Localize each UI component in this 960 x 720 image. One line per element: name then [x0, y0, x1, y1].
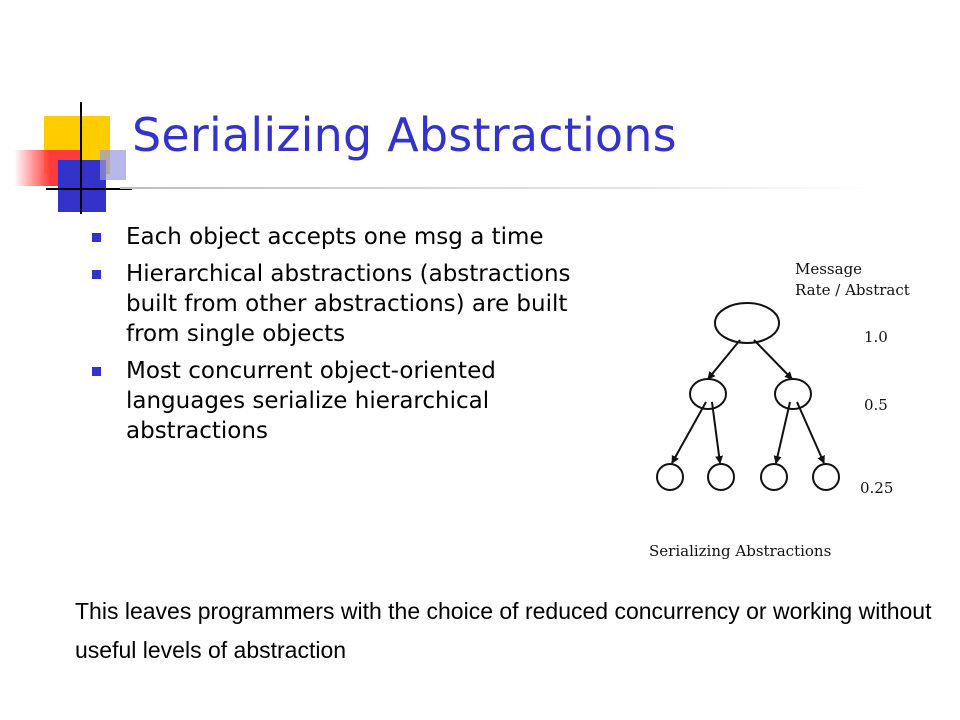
- diagram-header-rate: Rate / Abstract: [795, 281, 910, 299]
- arrow-right-to-leaf: [797, 402, 824, 463]
- slide-title: Serializing Abstractions: [132, 108, 677, 162]
- rate-label-level-3: 0.25: [860, 479, 894, 497]
- bullet-item: [88, 222, 608, 252]
- rate-label-level-1: 1.0: [864, 328, 888, 346]
- logo-blue-shadow: [100, 150, 126, 180]
- bullet-square-icon: [92, 367, 101, 376]
- bullet-item: [88, 259, 608, 349]
- bullet-text: Each object accepts one msg a time: [126, 224, 544, 250]
- diagram-caption: Serializing Abstractions: [649, 542, 832, 560]
- leaf-node: [813, 464, 839, 490]
- tree-diagram: [640, 250, 940, 570]
- root-node: [715, 303, 779, 343]
- arrow-root-to-left: [708, 340, 740, 379]
- bullet-text: Hierarchical abstractions (abstractions built from other abstractions) are built from single objects: [126, 261, 571, 347]
- decorative-logo: [0, 0, 140, 230]
- mid-node-left: [690, 379, 726, 409]
- arrow-left-to-leaf: [672, 402, 706, 463]
- bullet-square-icon: [92, 270, 101, 279]
- arrow-right-to-leaf: [776, 402, 790, 463]
- arrow-root-to-right: [754, 340, 792, 379]
- bullet-text: Most concurrent object-oriented languages serialize hierarchical abstractions: [126, 358, 496, 444]
- leaf-node: [708, 464, 734, 490]
- logo-vertical-line: [80, 102, 82, 214]
- diagram-header-message: Message: [795, 260, 863, 278]
- arrow-left-to-leaf: [712, 402, 720, 463]
- rate-label-level-2: 0.5: [864, 396, 888, 414]
- mid-node-right: [775, 379, 811, 409]
- bullet-square-icon: [92, 233, 101, 242]
- bullet-item: [88, 356, 608, 446]
- footer-note: This leaves programmers with the choice of reduced concurrency or working without useful levels of abstraction: [75, 598, 932, 663]
- bullet-list: [88, 222, 608, 453]
- leaf-node: [761, 464, 787, 490]
- logo-blue-square: [58, 160, 106, 212]
- leaf-node: [657, 464, 683, 490]
- title-underline: [120, 187, 880, 189]
